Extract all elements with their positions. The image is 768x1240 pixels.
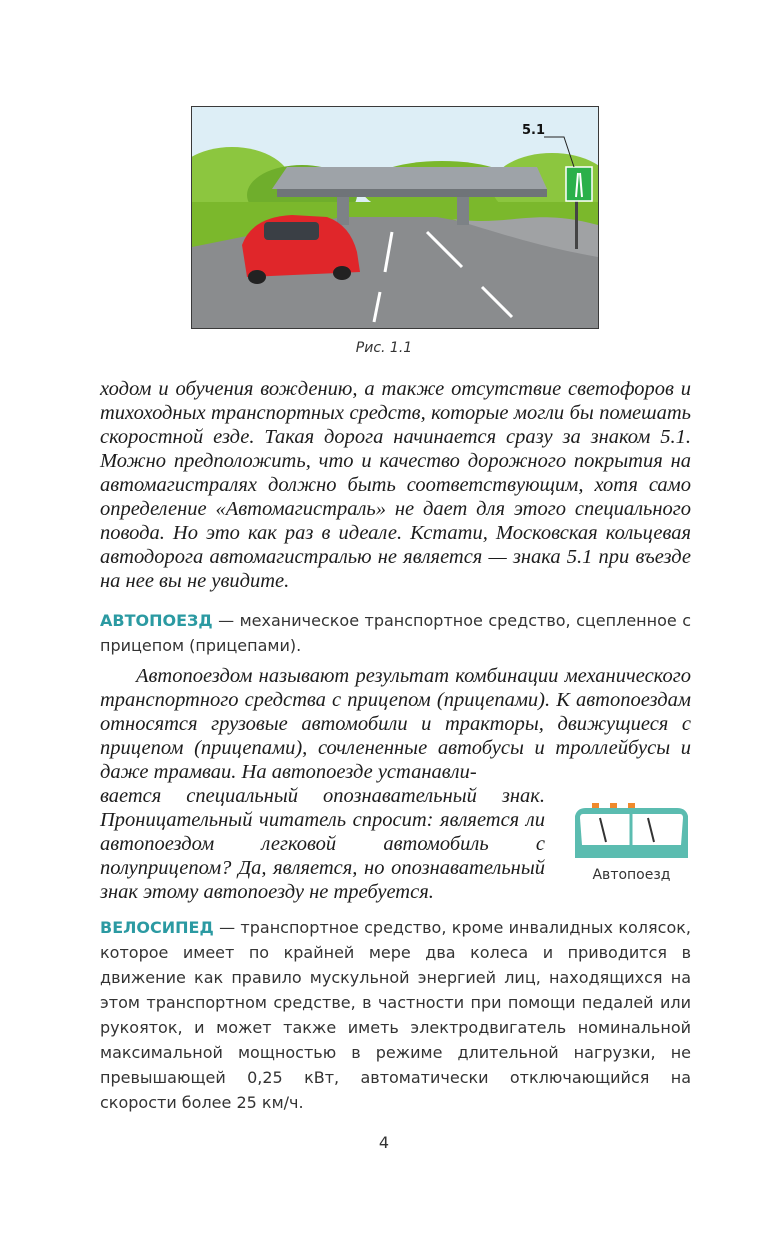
sign-label: 5.1 — [522, 123, 546, 138]
definition-avtopoezd — [100, 608, 691, 658]
page-number: 4 — [378, 1133, 390, 1152]
highway-illustration — [191, 106, 599, 329]
paragraph-autobahn-continuation: ходом и обучения вождению, а также отсутствие светофоров и тихоходных транспортных средств, которые могли бы помешать скоростной езде. Такая дорога начинается сразу за знаком 5.1. Можно предположить, что и качество дорожного покрытия на автомагистралях должно быть соответствующим, хотя само определение «Автомагистраль» не дает для этого специального повода. Но это как раз в идеале. Кстати, Московская кольцевая автодорога автомагистралью не является — знака 5.1 при въезде на нее вы не увидите. — [100, 378, 691, 592]
definition-avtopoezd-text: — механическое транспортное средство, сцепленное с прицепом (прицепами). — [100, 611, 691, 655]
paragraph-avtopoezd-sign: вается специальный опознавательный знак. Проницательный читатель спросит: является ли автопоездом легковой автомобиль с полуприцепом? Да, является, но опознавательный знак этому автопоезду не требуется. — [100, 785, 545, 903]
term-avtopoezd: АВТОПОЕЗД — [100, 611, 213, 630]
definition-velosiped-text: — транспортное средство, кроме инвалидных колясок, которое имеет по крайней мере два колеса и приводится в движение как правило мускульной энергией лиц, находящихся на этом транспортном средстве, в частности при помощи педалей или рукояток, и может также иметь электродвигатель номинальной максимальной мощностью в режиме длительной нагрузки, не превышающей 0,25 кВт, автоматически отключающийся на скорости более 25 км/ч. — [100, 918, 691, 1112]
definition-velosiped — [100, 915, 691, 1115]
term-velosiped: ВЕЛОСИПЕД — [100, 918, 214, 937]
paragraph-avtopoezd-explanation: Автопоездом называют результат комбинации механического транспортного средства с прицепом (прицепами). К автопоездам относятся грузовые автомобили и тракторы, движущиеся с прицепом (прицепами), сочлененные автобусы и троллейбусы и даже трамваи. На автопоезде устанавли- — [100, 665, 691, 783]
figure-caption: Рис. 1.1 — [355, 340, 413, 356]
road-train-caption: Автопоезд — [592, 867, 671, 883]
